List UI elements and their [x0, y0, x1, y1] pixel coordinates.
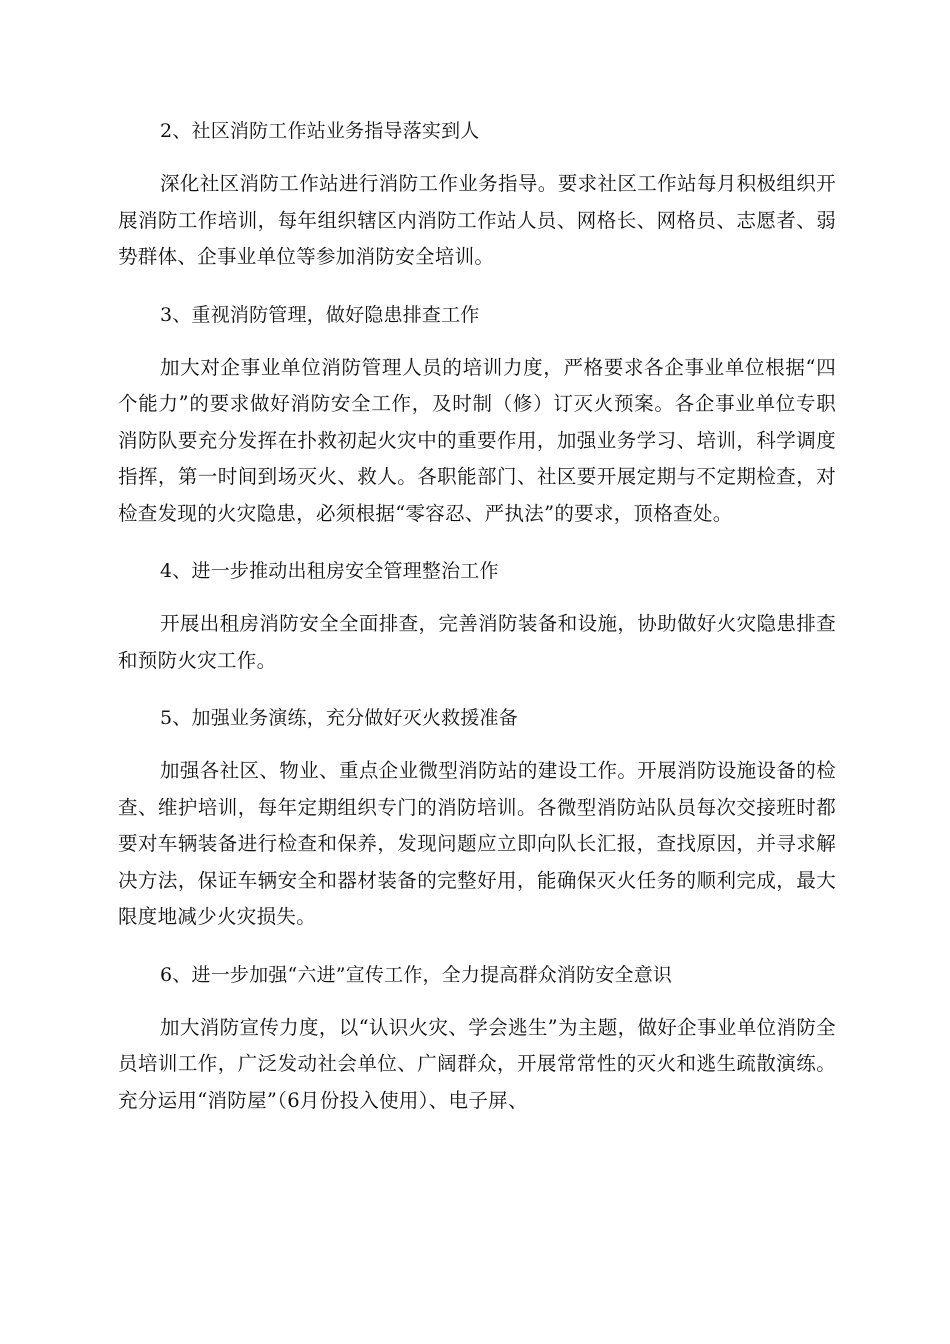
section-body-5: 加强各社区、物业、重点企业微型消防站的建设工作。开展消防设施设备的检查、维护培训，每年定期组织专门的消防培训。各微型消防站队员每次交接班时都要对车辆装备进行检查和保养，发现问题应立即向队长汇报，查找原因，并寻求解决方法，保证车辆安全和器材装备的完整好用，能确保灭火任务的顺利完成，最大限度地减少火灾损失。	[118, 759, 836, 928]
section-body-4: 开展出租房消防安全全面排查，完善消防装备和设施，协助做好火灾隐患排查和预防火灾工作。	[118, 612, 836, 672]
document-body	[118, 112, 836, 1139]
section-heading-6: 6、进一步加强“六进”宣传工作，全力提高群众消防安全意识	[160, 963, 673, 986]
section-body-3: 加大对企事业单位消防管理人员的培训力度，严格要求各企事业单位根据“四个能力”的要求做好消防安全工作，及时制（修）订灭火预案。各企事业单位专职消防队要充分发挥在扑救初起火灾中的重要作用，加强业务学习、培训，科学调度指挥，第一时间到场灭火、救人。各职能部门、社区要开展定期与不定期检查，对检查发现的火灾隐患，必须根据“零容忍、严执法”的要求，顶格查处。	[118, 355, 836, 525]
section-heading-2: 2、社区消防工作站业务指导落实到人	[160, 120, 480, 142]
section-heading-4: 4、进一步推动出租房安全管理整治工作	[160, 560, 499, 582]
section-heading-3: 3、重视消防管理，做好隐患排查工作	[160, 303, 480, 326]
section-body-6: 加大消防宣传力度，以“认识火灾、学会逃生”为主题，做好企事业单位消防全员培训工作，广泛发动社会单位、广阔群众，开展常常性的灭火和逃生疏散演练。充分运用“消防屋”（6月份投入使用）、电子屏、	[118, 1015, 836, 1112]
section-body-2: 深化社区消防工作站进行消防工作业务指导。要求社区工作站每月积极组织开展消防工作培训，每年组织辖区内消防工作站人员、网格长、网格员、志愿者、弱势群体、企事业单位等参加消防安全培训。	[118, 172, 836, 268]
section-heading-5: 5、加强业务演练，充分做好灭火救援准备	[160, 707, 518, 729]
